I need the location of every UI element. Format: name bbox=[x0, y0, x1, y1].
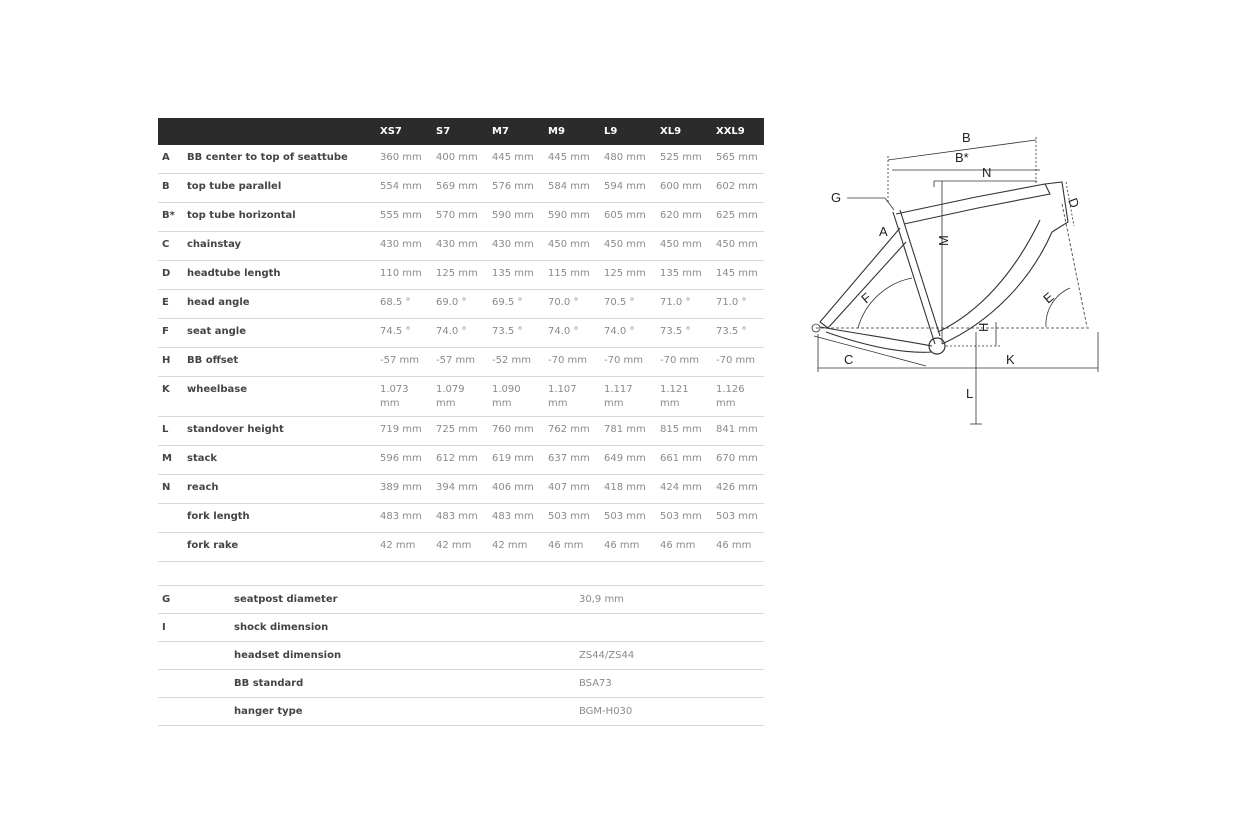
spec-value: BGM-H030 bbox=[578, 698, 764, 726]
dimension-value: -70 mm bbox=[660, 348, 716, 377]
dimension-value: 389 mm bbox=[380, 475, 436, 504]
dimension-value: 596 mm bbox=[380, 446, 436, 475]
dimension-value: 46 mm bbox=[660, 533, 716, 562]
dimension-value: 135 mm bbox=[492, 261, 548, 290]
dimension-value: 73.5 ° bbox=[492, 319, 548, 348]
diagram-label-g: G bbox=[831, 190, 842, 205]
spec-value: ZS44/ZS44 bbox=[578, 642, 764, 670]
diagram-label-h: H bbox=[976, 322, 991, 332]
dimension-value: 70.0 ° bbox=[548, 290, 604, 319]
dimension-key bbox=[158, 533, 187, 562]
spec-key bbox=[158, 670, 233, 698]
dimension-value: 503 mm bbox=[716, 504, 764, 533]
geometry-row bbox=[158, 504, 764, 533]
dimension-value: 719 mm bbox=[380, 417, 436, 446]
dimension-value: 590 mm bbox=[492, 203, 548, 232]
seat-tube bbox=[900, 210, 940, 336]
dimension-value: 68.5 ° bbox=[380, 290, 436, 319]
dimension-value: 619 mm bbox=[492, 446, 548, 475]
specs-table-body bbox=[158, 586, 764, 726]
geometry-row bbox=[158, 203, 764, 232]
dimension-label: top tube horizontal bbox=[187, 203, 380, 232]
dimension-value: 602 mm bbox=[716, 174, 764, 203]
geometry-row bbox=[158, 377, 764, 417]
dimension-value: 815 mm bbox=[660, 417, 716, 446]
dimension-value: -57 mm bbox=[380, 348, 436, 377]
dimension-value: -52 mm bbox=[492, 348, 548, 377]
dimension-value: 584 mm bbox=[548, 174, 604, 203]
diagram-label-a: A bbox=[879, 224, 888, 239]
header-label-cell bbox=[187, 118, 380, 145]
size-column-header: XL9 bbox=[660, 118, 716, 145]
dimension-label: seat angle bbox=[187, 319, 380, 348]
dimension-label: headtube length bbox=[187, 261, 380, 290]
geometry-header-row bbox=[158, 118, 764, 145]
dimension-key: M bbox=[158, 446, 187, 475]
dimension-value: 71.0 ° bbox=[716, 290, 764, 319]
dimension-value: 74.0 ° bbox=[548, 319, 604, 348]
dimension-label: BB offset bbox=[187, 348, 380, 377]
dimension-key: H bbox=[158, 348, 187, 377]
dimension-value: 70.5 ° bbox=[604, 290, 660, 319]
dimension-label: wheelbase bbox=[187, 377, 380, 417]
dimension-value: 625 mm bbox=[716, 203, 764, 232]
dimension-value: 73.5 ° bbox=[716, 319, 764, 348]
dimension-value: 565 mm bbox=[716, 145, 764, 174]
diagram-label-f: F bbox=[858, 289, 875, 307]
dimension-value: 145 mm bbox=[716, 261, 764, 290]
dimension-value: 503 mm bbox=[604, 504, 660, 533]
dimension-value: 46 mm bbox=[716, 533, 764, 562]
dimension-value: 426 mm bbox=[716, 475, 764, 504]
spec-value bbox=[578, 614, 764, 642]
dimension-value: 46 mm bbox=[548, 533, 604, 562]
dimension-value: 430 mm bbox=[436, 232, 492, 261]
geometry-row bbox=[158, 446, 764, 475]
chainstay bbox=[826, 332, 932, 352]
dimension-value: 110 mm bbox=[380, 261, 436, 290]
specs-table bbox=[158, 585, 764, 726]
dimension-value: 570 mm bbox=[436, 203, 492, 232]
dimension-label: BB center to top of seattube bbox=[187, 145, 380, 174]
dimension-value: 135 mm bbox=[660, 261, 716, 290]
dimension-value: 46 mm bbox=[604, 533, 660, 562]
spec-value: BSA73 bbox=[578, 670, 764, 698]
dimension-value: 360 mm bbox=[380, 145, 436, 174]
dimension-value: 42 mm bbox=[492, 533, 548, 562]
spec-label: BB standard bbox=[233, 670, 578, 698]
seat-stay bbox=[820, 228, 906, 328]
dimension-value: 841 mm bbox=[716, 417, 764, 446]
dimension-value: 125 mm bbox=[436, 261, 492, 290]
dimension-line-c bbox=[814, 336, 926, 366]
spec-row bbox=[158, 698, 764, 726]
dimension-value: 71.0 ° bbox=[660, 290, 716, 319]
dimension-label: reach bbox=[187, 475, 380, 504]
dimension-value: 445 mm bbox=[548, 145, 604, 174]
dimension-value: 450 mm bbox=[548, 232, 604, 261]
diagram-label-c: C bbox=[844, 352, 854, 367]
size-column-header: M9 bbox=[548, 118, 604, 145]
dimension-value: 590 mm bbox=[548, 203, 604, 232]
dimension-value: 1.107 mm bbox=[548, 377, 604, 417]
dimension-value: 555 mm bbox=[380, 203, 436, 232]
dimension-value: -70 mm bbox=[548, 348, 604, 377]
dimension-value: 605 mm bbox=[604, 203, 660, 232]
dimension-value: 480 mm bbox=[604, 145, 660, 174]
diagram-label-d: D bbox=[1065, 195, 1083, 210]
dimension-value: 483 mm bbox=[436, 504, 492, 533]
diagram-label-b: B bbox=[962, 130, 971, 145]
dimension-value: 1.079 mm bbox=[436, 377, 492, 417]
dimension-value: 594 mm bbox=[604, 174, 660, 203]
dimension-value: 407 mm bbox=[548, 475, 604, 504]
spec-label: shock dimension bbox=[233, 614, 578, 642]
dimension-value: 661 mm bbox=[660, 446, 716, 475]
head-tube bbox=[1045, 182, 1068, 232]
seat-tube bbox=[893, 212, 935, 344]
geometry-row bbox=[158, 232, 764, 261]
geometry-row bbox=[158, 417, 764, 446]
header-key-cell bbox=[158, 118, 187, 145]
dimension-value: 69.0 ° bbox=[436, 290, 492, 319]
dimension-value: 781 mm bbox=[604, 417, 660, 446]
dimension-value: 74.0 ° bbox=[436, 319, 492, 348]
dimension-value: 69.5 ° bbox=[492, 290, 548, 319]
geometry-row bbox=[158, 145, 764, 174]
spec-label: hanger type bbox=[233, 698, 578, 726]
dimension-value: 1.126 mm bbox=[716, 377, 764, 417]
diagram-label-k: K bbox=[1006, 352, 1015, 367]
spec-row bbox=[158, 586, 764, 614]
dimension-value: 430 mm bbox=[380, 232, 436, 261]
spec-key bbox=[158, 642, 233, 670]
dimension-value: 620 mm bbox=[660, 203, 716, 232]
dimension-key: K bbox=[158, 377, 187, 417]
geometry-row bbox=[158, 475, 764, 504]
geometry-row bbox=[158, 174, 764, 203]
dimension-label: fork length bbox=[187, 504, 380, 533]
dimension-value: 525 mm bbox=[660, 145, 716, 174]
dimension-value: -70 mm bbox=[716, 348, 764, 377]
dimension-key: N bbox=[158, 475, 187, 504]
dimension-value: 649 mm bbox=[604, 446, 660, 475]
dimension-value: 503 mm bbox=[548, 504, 604, 533]
size-column-header: XXL9 bbox=[716, 118, 764, 145]
dimension-value: 418 mm bbox=[604, 475, 660, 504]
geometry-row bbox=[158, 533, 764, 562]
dimension-value: -70 mm bbox=[604, 348, 660, 377]
spec-key: G bbox=[158, 586, 233, 614]
geometry-row bbox=[158, 261, 764, 290]
size-column-header: S7 bbox=[436, 118, 492, 145]
diagram-label-b-star: B* bbox=[955, 150, 969, 165]
geometry-row bbox=[158, 290, 764, 319]
steering-axis-line bbox=[1062, 204, 1087, 327]
dimension-value: 483 mm bbox=[380, 504, 436, 533]
dimension-value: 125 mm bbox=[604, 261, 660, 290]
geometry-table-body bbox=[158, 145, 764, 562]
dimension-value: 600 mm bbox=[660, 174, 716, 203]
geometry-row bbox=[158, 319, 764, 348]
dimension-value: 554 mm bbox=[380, 174, 436, 203]
dimension-value: 612 mm bbox=[436, 446, 492, 475]
dimension-value: 430 mm bbox=[492, 232, 548, 261]
dimension-label: chainstay bbox=[187, 232, 380, 261]
dimension-value: 637 mm bbox=[548, 446, 604, 475]
down-tube bbox=[942, 232, 1052, 344]
dimension-value: 74.0 ° bbox=[604, 319, 660, 348]
spec-row bbox=[158, 670, 764, 698]
dimension-value: 483 mm bbox=[492, 504, 548, 533]
dimension-value: 1.090 mm bbox=[492, 377, 548, 417]
dimension-value: 400 mm bbox=[436, 145, 492, 174]
dimension-value: 450 mm bbox=[716, 232, 764, 261]
dimension-value: 73.5 ° bbox=[660, 319, 716, 348]
diagram-label-n: N bbox=[982, 165, 992, 180]
dimension-value: 406 mm bbox=[492, 475, 548, 504]
dimension-label: top tube parallel bbox=[187, 174, 380, 203]
dimension-value: 445 mm bbox=[492, 145, 548, 174]
dimension-label: fork rake bbox=[187, 533, 380, 562]
size-column-header: M7 bbox=[492, 118, 548, 145]
spec-key: I bbox=[158, 614, 233, 642]
dimension-label: stack bbox=[187, 446, 380, 475]
dimension-key: B* bbox=[158, 203, 187, 232]
top-tube bbox=[896, 184, 1050, 224]
spec-label: seatpost diameter bbox=[233, 586, 578, 614]
dimension-value: 42 mm bbox=[380, 533, 436, 562]
dimension-value: 42 mm bbox=[436, 533, 492, 562]
dimension-value: 1.121 mm bbox=[660, 377, 716, 417]
geometry-table bbox=[158, 118, 764, 562]
dimension-label: standover height bbox=[187, 417, 380, 446]
dimension-label: head angle bbox=[187, 290, 380, 319]
geometry-row bbox=[158, 348, 764, 377]
spec-key bbox=[158, 698, 233, 726]
dimension-value: 569 mm bbox=[436, 174, 492, 203]
dimension-key: E bbox=[158, 290, 187, 319]
dimension-key: B bbox=[158, 174, 187, 203]
dimension-key: L bbox=[158, 417, 187, 446]
dimension-value: 762 mm bbox=[548, 417, 604, 446]
dimension-value: -57 mm bbox=[436, 348, 492, 377]
dimension-value: 1.117 mm bbox=[604, 377, 660, 417]
leader-line-g bbox=[885, 198, 894, 210]
dimension-value: 576 mm bbox=[492, 174, 548, 203]
dimension-value: 450 mm bbox=[604, 232, 660, 261]
dimension-key: C bbox=[158, 232, 187, 261]
diagram-label-e: E bbox=[1040, 289, 1057, 307]
spec-row bbox=[158, 614, 764, 642]
dimension-value: 74.5 ° bbox=[380, 319, 436, 348]
size-column-header: L9 bbox=[604, 118, 660, 145]
chainstay bbox=[820, 327, 932, 346]
dimension-key: F bbox=[158, 319, 187, 348]
size-column-header: XS7 bbox=[380, 118, 436, 145]
dimension-key: A bbox=[158, 145, 187, 174]
dimension-value: 670 mm bbox=[716, 446, 764, 475]
dimension-key: D bbox=[158, 261, 187, 290]
dimension-value: 503 mm bbox=[660, 504, 716, 533]
dimension-value: 760 mm bbox=[492, 417, 548, 446]
frame-geometry-diagram bbox=[800, 122, 1120, 434]
dimension-value: 450 mm bbox=[660, 232, 716, 261]
dimension-value: 424 mm bbox=[660, 475, 716, 504]
dimension-value: 725 mm bbox=[436, 417, 492, 446]
spec-value: 30,9 mm bbox=[578, 586, 764, 614]
dimension-value: 394 mm bbox=[436, 475, 492, 504]
dimension-value: 115 mm bbox=[548, 261, 604, 290]
diagram-label-l: L bbox=[966, 386, 974, 401]
dimension-value: 1.073 mm bbox=[380, 377, 436, 417]
spec-row bbox=[158, 642, 764, 670]
dimension-key bbox=[158, 504, 187, 533]
diagram-label-m: M bbox=[936, 235, 951, 246]
spec-label: headset dimension bbox=[233, 642, 578, 670]
